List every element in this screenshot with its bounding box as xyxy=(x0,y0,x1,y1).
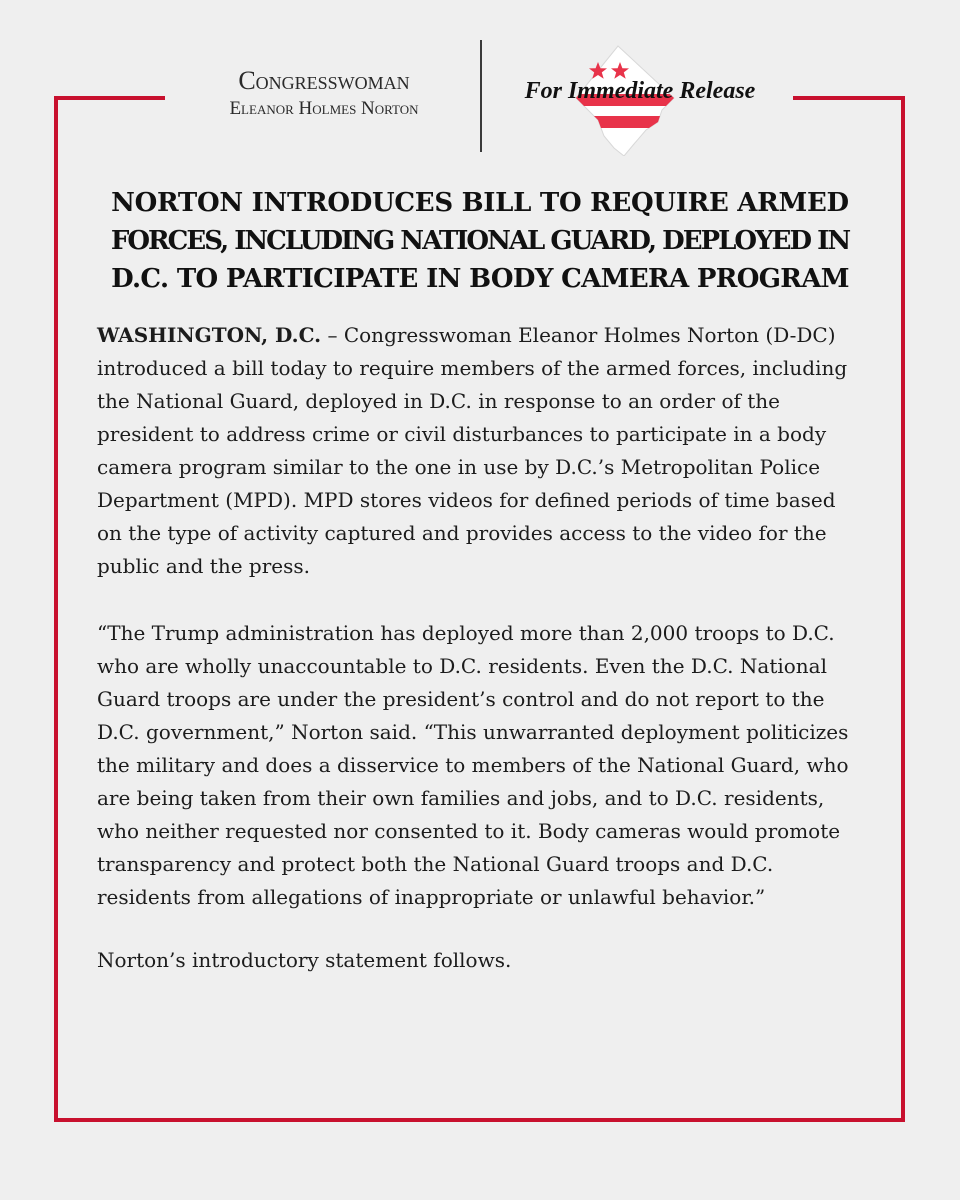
paragraph-line: Department (MPD). MPD stores videos for defined periods of time based xyxy=(97,488,836,512)
office-title xyxy=(178,66,470,122)
headline-line: FORCES, INCLUDING NATIONAL GUARD, DEPLOYED IN xyxy=(110,226,850,256)
paragraph-line xyxy=(97,319,867,352)
paragraph-line-text: – Congresswoman Eleanor Holmes Norton (D-DC) xyxy=(321,323,836,347)
paragraph-line: D.C. government,” Norton said. “This unwarranted deployment politicizes xyxy=(97,720,849,744)
paragraph-line: introduced a bill today to require members of the armed forces, including xyxy=(97,356,848,380)
paragraph-line: on the type of activity captured and provides access to the video for the xyxy=(97,521,827,545)
paragraph-line: the military and does a disservice to members of the National Guard, who xyxy=(97,753,849,777)
paragraph-line: camera program similar to the one in use by D.C.’s Metropolitan Police xyxy=(97,455,821,479)
paragraph-2 xyxy=(97,617,867,914)
release-label: For Immediate Release xyxy=(524,78,756,104)
paragraph-line: Guard troops are under the president’s control and do not report to the xyxy=(97,687,825,711)
frame-top-left xyxy=(54,96,165,100)
paragraph-line: are being taken from their own families and jobs, and to D.C. residents, xyxy=(97,786,825,810)
paragraph-line: Norton’s introductory statement follows. xyxy=(97,948,512,972)
frame-top-right xyxy=(793,96,905,100)
paragraph-line: transparency and protect both the National Guard troops and D.C. xyxy=(97,852,774,876)
paragraph-line: “The Trump administration has deployed more than 2,000 troops to D.C. xyxy=(97,621,835,645)
office-title-line2: Eleanor Holmes Norton xyxy=(229,98,419,119)
paragraph-line: president to address crime or civil disturbances to participate in a body xyxy=(97,422,827,446)
office-title-line1: Congresswoman xyxy=(238,66,410,95)
header-divider xyxy=(480,40,482,152)
paragraph-line: residents from allegations of inappropriate or unlawful behavior.” xyxy=(97,885,766,909)
paragraph-line: public and the press. xyxy=(97,554,310,578)
headline xyxy=(110,184,850,298)
headline-line: D.C. TO PARTICIPATE IN BODY CAMERA PROGRAM xyxy=(111,264,849,294)
frame-bottom xyxy=(54,1118,905,1122)
paragraph-3 xyxy=(97,944,867,977)
frame-left xyxy=(54,96,58,1122)
headline-line: NORTON INTRODUCES BILL TO REQUIRE ARMED xyxy=(111,188,849,218)
paragraph-line: who neither requested nor consented to it. Body cameras would promote xyxy=(97,819,841,843)
paragraph-line: who are wholly unaccountable to D.C. residents. Even the D.C. National xyxy=(97,654,827,678)
paragraph-1 xyxy=(97,319,867,583)
frame-right xyxy=(901,96,905,1122)
dateline: WASHINGTON, D.C. xyxy=(97,323,322,347)
paragraph-line: the National Guard, deployed in D.C. in response to an order of the xyxy=(97,389,781,413)
